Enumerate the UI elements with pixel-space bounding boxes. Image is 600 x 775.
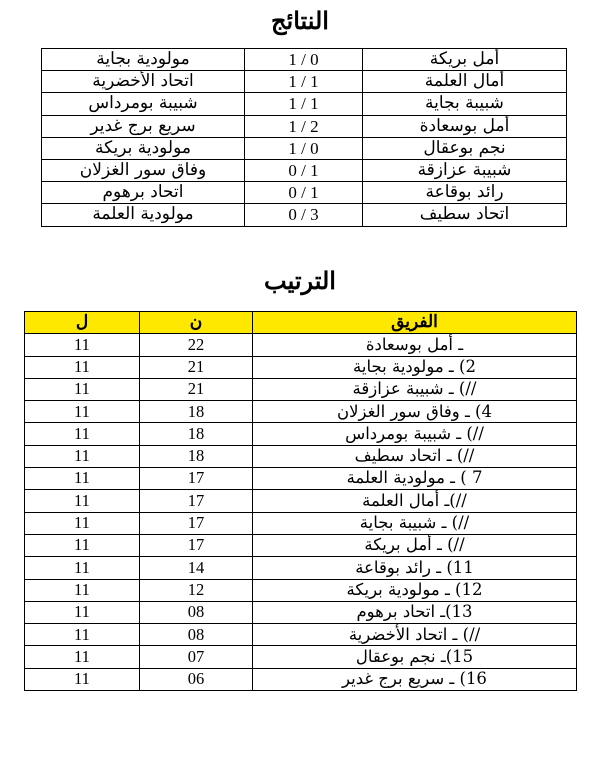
team-name: //) ـ اتحاد سطيف — [253, 445, 577, 467]
home-team: نجم بوعقال — [363, 137, 567, 159]
match-row — [42, 204, 567, 226]
games-played: 11 — [25, 579, 140, 601]
match-score: 1 / 1 — [245, 93, 363, 115]
games-played: 11 — [25, 445, 140, 467]
games-played: 11 — [25, 490, 140, 512]
team-name: 16) ـ سريع برج غدير — [253, 668, 577, 690]
games-played: 11 — [25, 334, 140, 356]
standings-title: الترتيب — [264, 266, 336, 295]
team-name: 15)ـ نجم بوعقال — [253, 646, 577, 668]
team-points: 12 — [140, 579, 253, 601]
match-score: 1 / 0 — [245, 137, 363, 159]
home-team: شبيبة عزازقة — [363, 159, 567, 181]
team-name: 12) ـ مولودية بريكة — [253, 579, 577, 601]
match-score: 0 / 1 — [245, 182, 363, 204]
team-points: 17 — [140, 512, 253, 534]
results-title: النتائج — [271, 6, 329, 35]
match-row — [42, 49, 567, 71]
match-row — [42, 137, 567, 159]
team-points: 06 — [140, 668, 253, 690]
games-played: 11 — [25, 512, 140, 534]
standings-row — [25, 512, 577, 534]
games-played: 11 — [25, 423, 140, 445]
match-score: 1 / 0 — [245, 49, 363, 71]
team-name: 13)ـ اتحاد برهوم — [253, 601, 577, 623]
away-team: وفاق سور الغزلان — [42, 159, 245, 181]
away-team: شبيبة بومرداس — [42, 93, 245, 115]
team-points: 17 — [140, 534, 253, 556]
team-name: //) ـ شبيبة عزازقة — [253, 378, 577, 400]
home-team: رائد بوقاعة — [363, 182, 567, 204]
home-team: اتحاد سطيف — [363, 204, 567, 226]
home-team: أمال العلمة — [363, 71, 567, 93]
away-team: سريع برج غدير — [42, 115, 245, 137]
team-name: //) ـ شبيبة بومرداس — [253, 423, 577, 445]
team-points: 17 — [140, 490, 253, 512]
away-team: اتحاد برهوم — [42, 182, 245, 204]
home-team: شبيبة بجاية — [363, 93, 567, 115]
header-played: ل — [25, 312, 140, 334]
standings-row — [25, 445, 577, 467]
team-points: 08 — [140, 624, 253, 646]
match-row — [42, 93, 567, 115]
team-name: 2) ـ مولودية بجاية — [253, 356, 577, 378]
team-points: 18 — [140, 401, 253, 423]
games-played: 11 — [25, 646, 140, 668]
away-team: مولودية بريكة — [42, 137, 245, 159]
match-score: 0 / 3 — [245, 204, 363, 226]
header-points: ن — [140, 312, 253, 334]
team-points: 07 — [140, 646, 253, 668]
team-points: 14 — [140, 557, 253, 579]
standings-row — [25, 601, 577, 623]
games-played: 11 — [25, 624, 140, 646]
standings-row — [25, 624, 577, 646]
games-played: 11 — [25, 668, 140, 690]
team-points: 21 — [140, 378, 253, 400]
standings-row — [25, 646, 577, 668]
standings-row — [25, 378, 577, 400]
standings-row — [25, 401, 577, 423]
games-played: 11 — [25, 534, 140, 556]
header-team: الفريق — [253, 312, 577, 334]
games-played: 11 — [25, 557, 140, 579]
results-table — [41, 48, 567, 227]
team-points: 18 — [140, 423, 253, 445]
games-played: 11 — [25, 468, 140, 490]
standings-row — [25, 423, 577, 445]
standings-table — [24, 311, 577, 691]
away-team: مولودية العلمة — [42, 204, 245, 226]
team-points: 18 — [140, 445, 253, 467]
away-team: اتحاد الأخضرية — [42, 71, 245, 93]
match-score: 0 / 1 — [245, 159, 363, 181]
team-name: //) ـ شبيبة بجاية — [253, 512, 577, 534]
team-points: 21 — [140, 356, 253, 378]
standings-row — [25, 579, 577, 601]
games-played: 11 — [25, 378, 140, 400]
games-played: 11 — [25, 356, 140, 378]
games-played: 11 — [25, 601, 140, 623]
standings-row — [25, 356, 577, 378]
away-team: مولودية بجاية — [42, 49, 245, 71]
match-row — [42, 159, 567, 181]
home-team: أمل بريكة — [363, 49, 567, 71]
standings-header-row — [25, 312, 577, 334]
standings-row — [25, 490, 577, 512]
standings-row — [25, 668, 577, 690]
standings-row — [25, 557, 577, 579]
team-points: 08 — [140, 601, 253, 623]
standings-row — [25, 334, 577, 356]
match-row — [42, 182, 567, 204]
team-points: 22 — [140, 334, 253, 356]
team-name: ـ أمل بوسعادة — [253, 334, 577, 356]
games-played: 11 — [25, 401, 140, 423]
home-team: أمل بوسعادة — [363, 115, 567, 137]
team-name: 4) ـ وفاق سور الغزلان — [253, 401, 577, 423]
team-name: 11) ـ رائد بوقاعة — [253, 557, 577, 579]
team-name: //)ـ أمال العلمة — [253, 490, 577, 512]
match-score: 1 / 1 — [245, 71, 363, 93]
team-name: 7 ) ـ مولودية العلمة — [253, 468, 577, 490]
team-points: 17 — [140, 468, 253, 490]
team-name: //) ـ اتحاد الأخضرية — [253, 624, 577, 646]
match-row — [42, 115, 567, 137]
team-name: //) ـ أمل بريكة — [253, 534, 577, 556]
standings-row — [25, 534, 577, 556]
standings-row — [25, 468, 577, 490]
match-score: 1 / 2 — [245, 115, 363, 137]
match-row — [42, 71, 567, 93]
